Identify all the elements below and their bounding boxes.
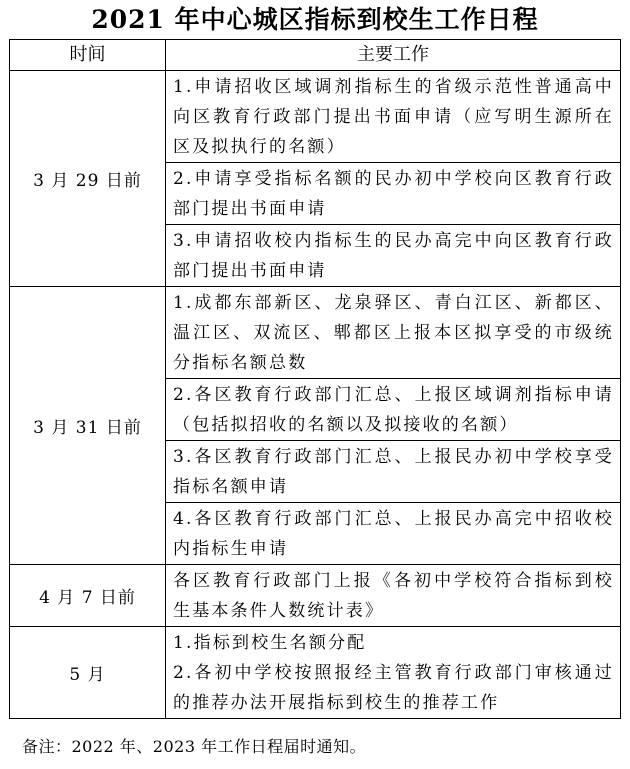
work-cell: 2.各区教育行政部门汇总、上报区域调剂指标申请（包括拟招收的名额以及拟接收的名额） <box>166 379 621 441</box>
table-row <box>10 71 621 163</box>
work-cell <box>166 627 621 719</box>
work-cell: 3.各区教育行政部门汇总、上报民办初中学校享受指标名额申请 <box>166 441 621 503</box>
work-line: 2.各初中学校按照报经主管教育行政部门审核通过的推荐办法开展指标到校生的推荐工作 <box>173 662 614 713</box>
table-row <box>10 627 621 719</box>
work-cell: 4.各区教育行政部门汇总、上报民办高完中招收校内指标生申请 <box>166 503 621 565</box>
work-cell: 各区教育行政部门上报《各初中学校符合指标到校生基本条件人数统计表》 <box>166 565 621 627</box>
work-cell: 1.申请招收区域调剂指标生的省级示范性普通高中向区教育行政部门提出书面申请（应写明生源所在区及拟执行的名额） <box>166 71 621 163</box>
time-cell: 4 月 7 日前 <box>10 565 166 627</box>
schedule-table <box>9 39 621 719</box>
table-row <box>10 565 621 627</box>
time-cell: 5 月 <box>10 627 166 719</box>
table-header-row <box>10 40 621 71</box>
header-work: 主要工作 <box>166 40 621 71</box>
footnote: 备注：2022 年、2023 年工作日程届时通知。 <box>22 737 367 756</box>
work-cell: 3.申请招收校内指标生的民办高完中向区教育行政部门提出书面申请 <box>166 225 621 287</box>
work-cell: 2.申请享受指标名额的民办初中学校向区教育行政部门提出书面申请 <box>166 163 621 225</box>
work-line: 1.指标到校生名额分配 <box>173 632 367 653</box>
time-cell: 3 月 29 日前 <box>10 71 166 287</box>
table-row <box>10 287 621 379</box>
work-cell: 1.成都东部新区、龙泉驿区、青白江区、新都区、温江区、双流区、郫都区上报本区拟享受的市级统分指标名额总数 <box>166 287 621 379</box>
time-cell: 3 月 31 日前 <box>10 287 166 565</box>
header-time: 时间 <box>10 40 166 71</box>
page-title: 2021 年中心城区指标到校生工作日程 <box>91 5 539 34</box>
